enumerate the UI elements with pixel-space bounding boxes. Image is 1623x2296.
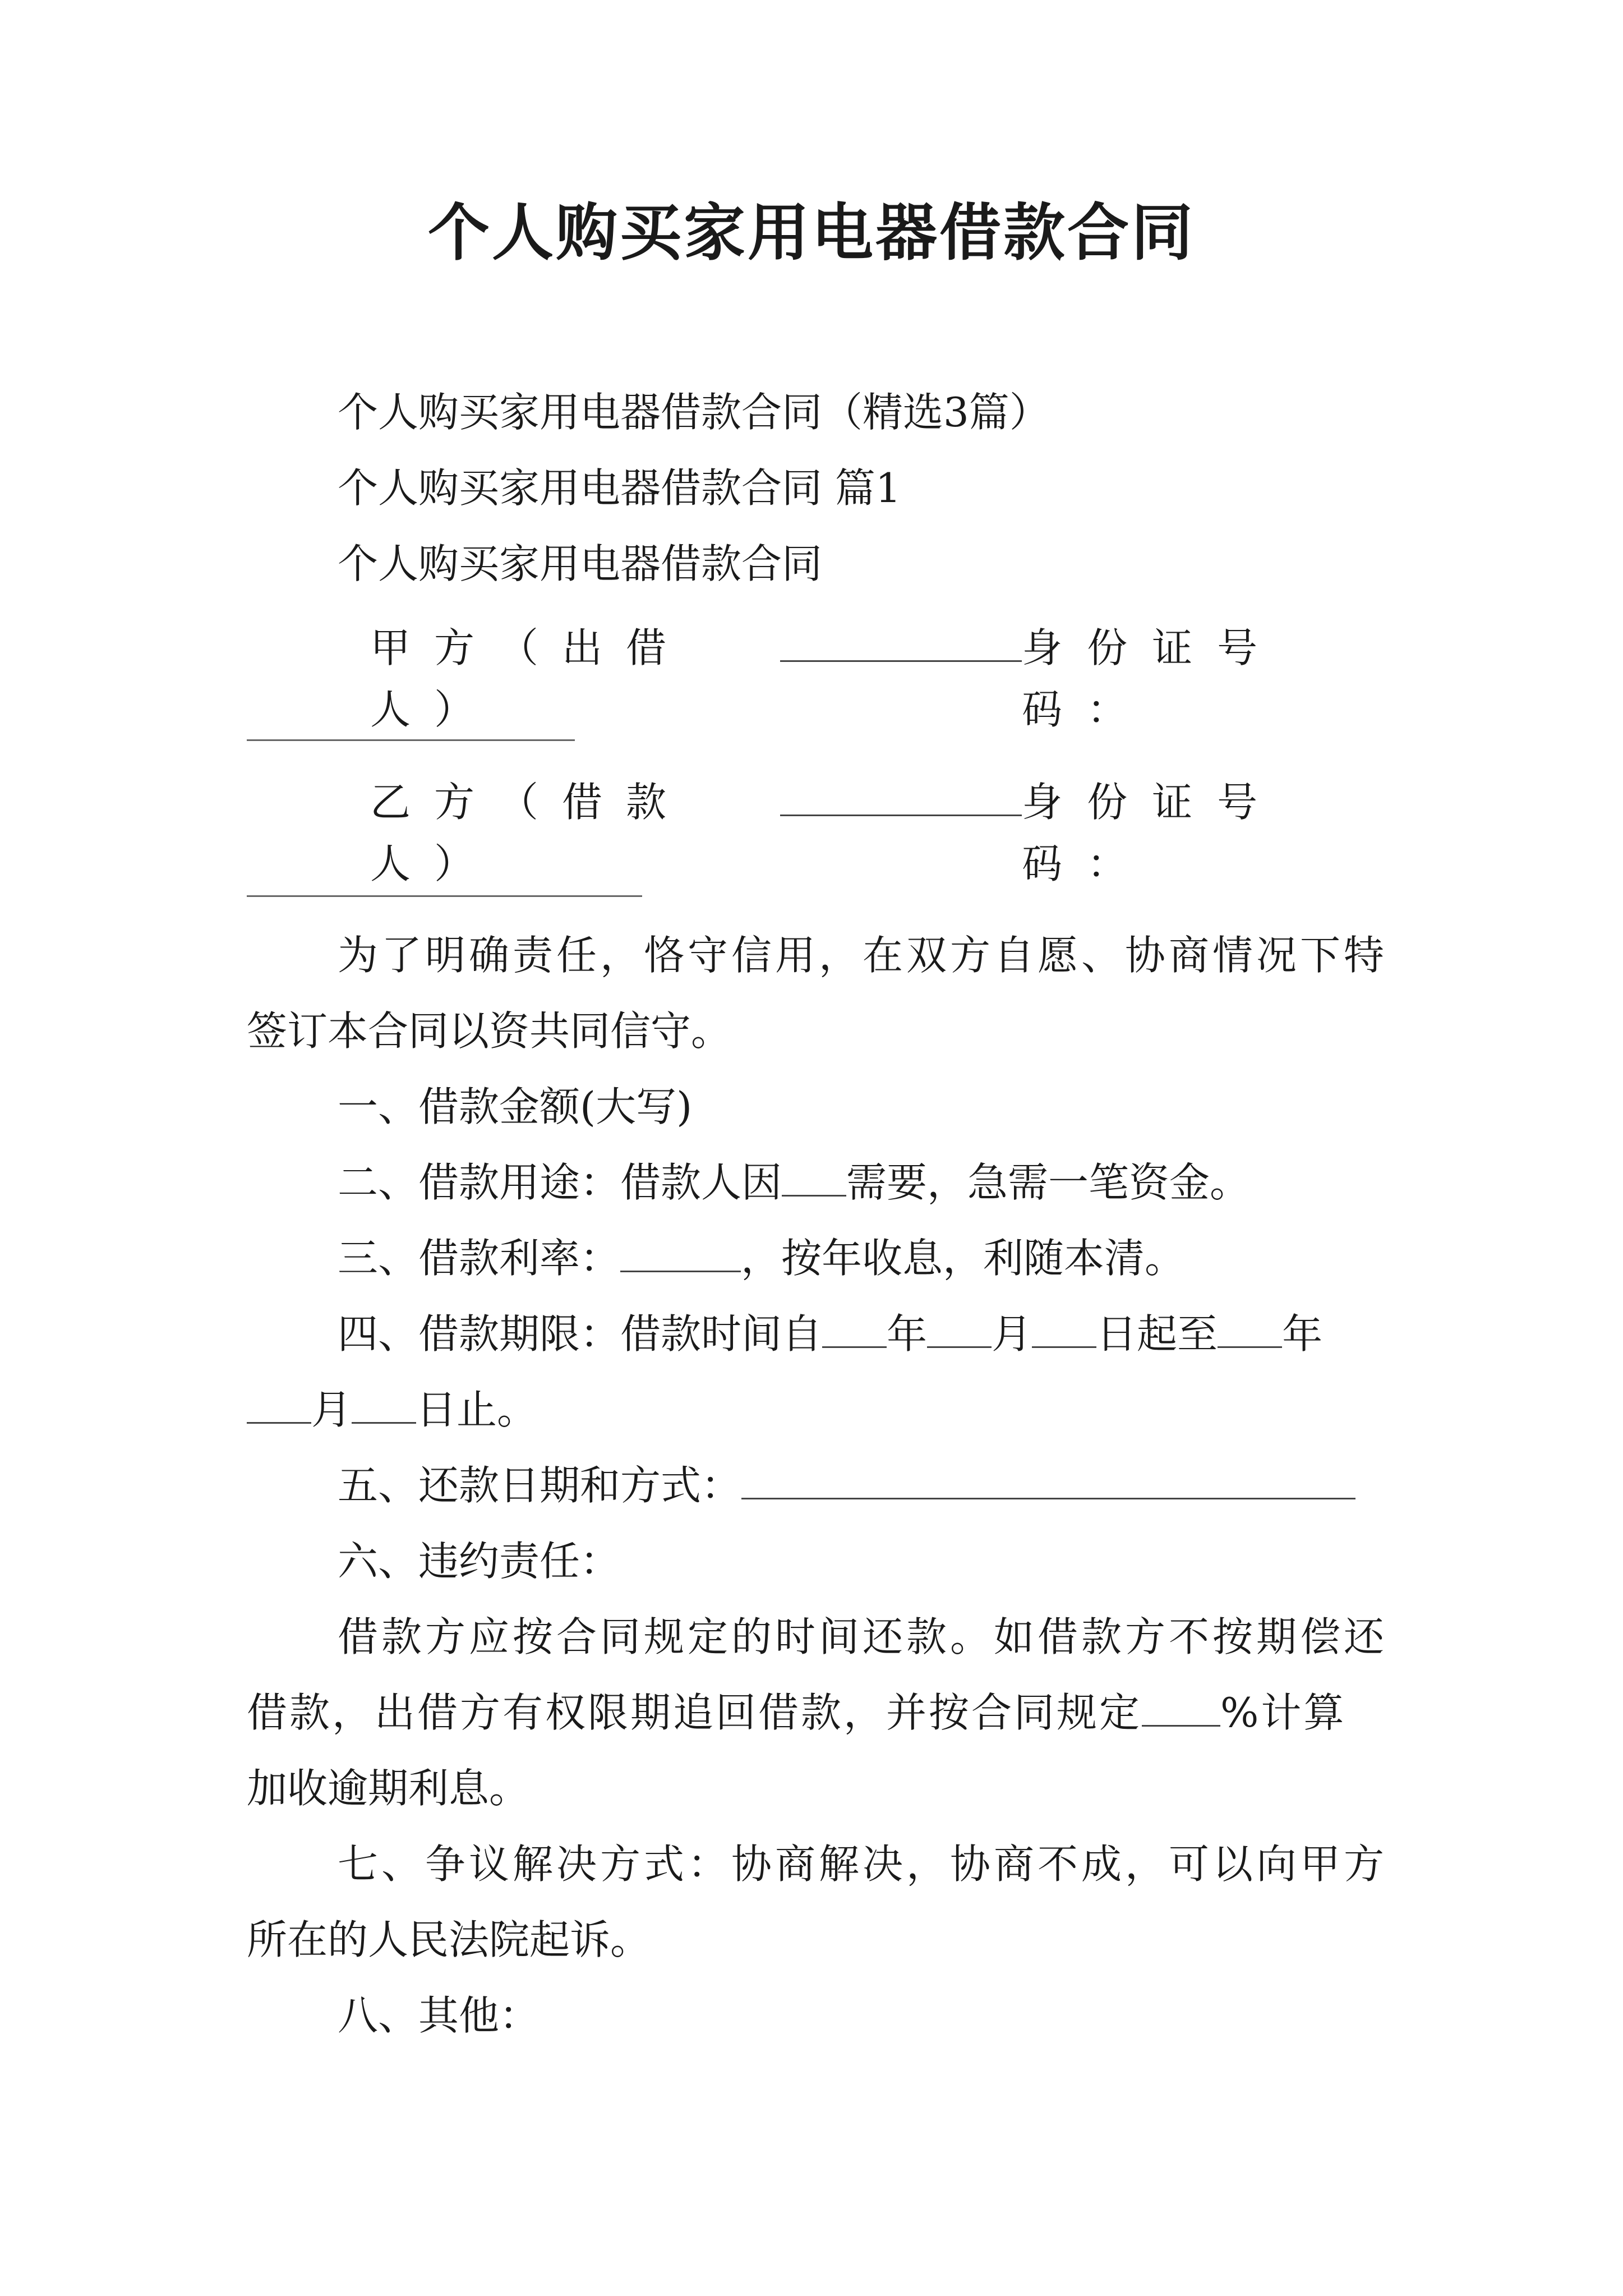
party-b-id-label: 身份证号码： [1022, 779, 1283, 887]
breach-line-1: 借款方应按合同规定的时间还款。如借款方不按期偿还 [338, 1613, 1388, 1660]
document-title: 个人购买家用电器借款合同 [428, 196, 1195, 269]
subtitle: 个人购买家用电器借款合同（精选3篇） [338, 389, 1050, 436]
breach-line-2: 借款，出借方有权限期追回借款，并按合同规定 %计算 [247, 1682, 1380, 1743]
breach-line-3: 加收逾期利息。 [247, 1765, 530, 1812]
purpose-blank [782, 1158, 846, 1197]
clause-7-line-2: 所在的人民法院起诉。 [247, 1916, 651, 1963]
end-month-blank [247, 1385, 311, 1424]
part-heading: 个人购买家用电器借款合同 篇1 [338, 464, 901, 512]
clause-3: 三、借款利率： ，按年收息，利随本清。 [338, 1227, 1380, 1289]
party-a-id-blank [247, 739, 575, 741]
party-b-id-blank [247, 895, 642, 897]
preamble-line-1: 为了明确责任，恪守信用，在双方自愿、协商情况下特 [338, 932, 1388, 979]
party-a-row [370, 617, 1380, 740]
end-day-blank [352, 1385, 416, 1424]
party-a-label: 甲方（出借人） [370, 624, 690, 733]
repayment-blank [741, 1461, 1355, 1499]
clause-7-line-1: 七、争议解决方式：协商解决，协商不成，可以向甲方 [338, 1841, 1388, 1888]
party-a-id-label: 身份证号码： [1022, 624, 1283, 733]
party-a-name-blank [780, 623, 1022, 662]
clause-5: 五、还款日期和方式： [338, 1455, 1380, 1516]
contract-name: 个人购买家用电器借款合同 [338, 540, 823, 587]
clause-2: 二、借款用途：借款人因 需要，急需一笔资金。 [338, 1152, 1380, 1213]
penalty-rate-blank [1142, 1688, 1220, 1727]
clause-8: 八、其他： [338, 1992, 540, 2039]
clause-4: 四、借款期限：借款时间自 年 月 日起至 年 [338, 1303, 1380, 1365]
clause-4-continued: 月 日止。 [247, 1379, 1380, 1441]
clause-6: 六、违约责任： [338, 1538, 621, 1585]
party-b-name-blank [780, 777, 1022, 816]
start-year-blank [822, 1309, 887, 1348]
clause-1: 一、借款金额(大写) [338, 1083, 693, 1130]
start-day-blank [1032, 1309, 1096, 1348]
start-month-blank [927, 1309, 992, 1348]
preamble-line-2: 签订本合同以资共同信守。 [247, 1007, 732, 1055]
end-year-blank [1218, 1309, 1282, 1348]
party-b-label: 乙方（借款人） [370, 779, 690, 887]
party-b-row [370, 771, 1380, 895]
interest-rate-blank [620, 1234, 741, 1272]
